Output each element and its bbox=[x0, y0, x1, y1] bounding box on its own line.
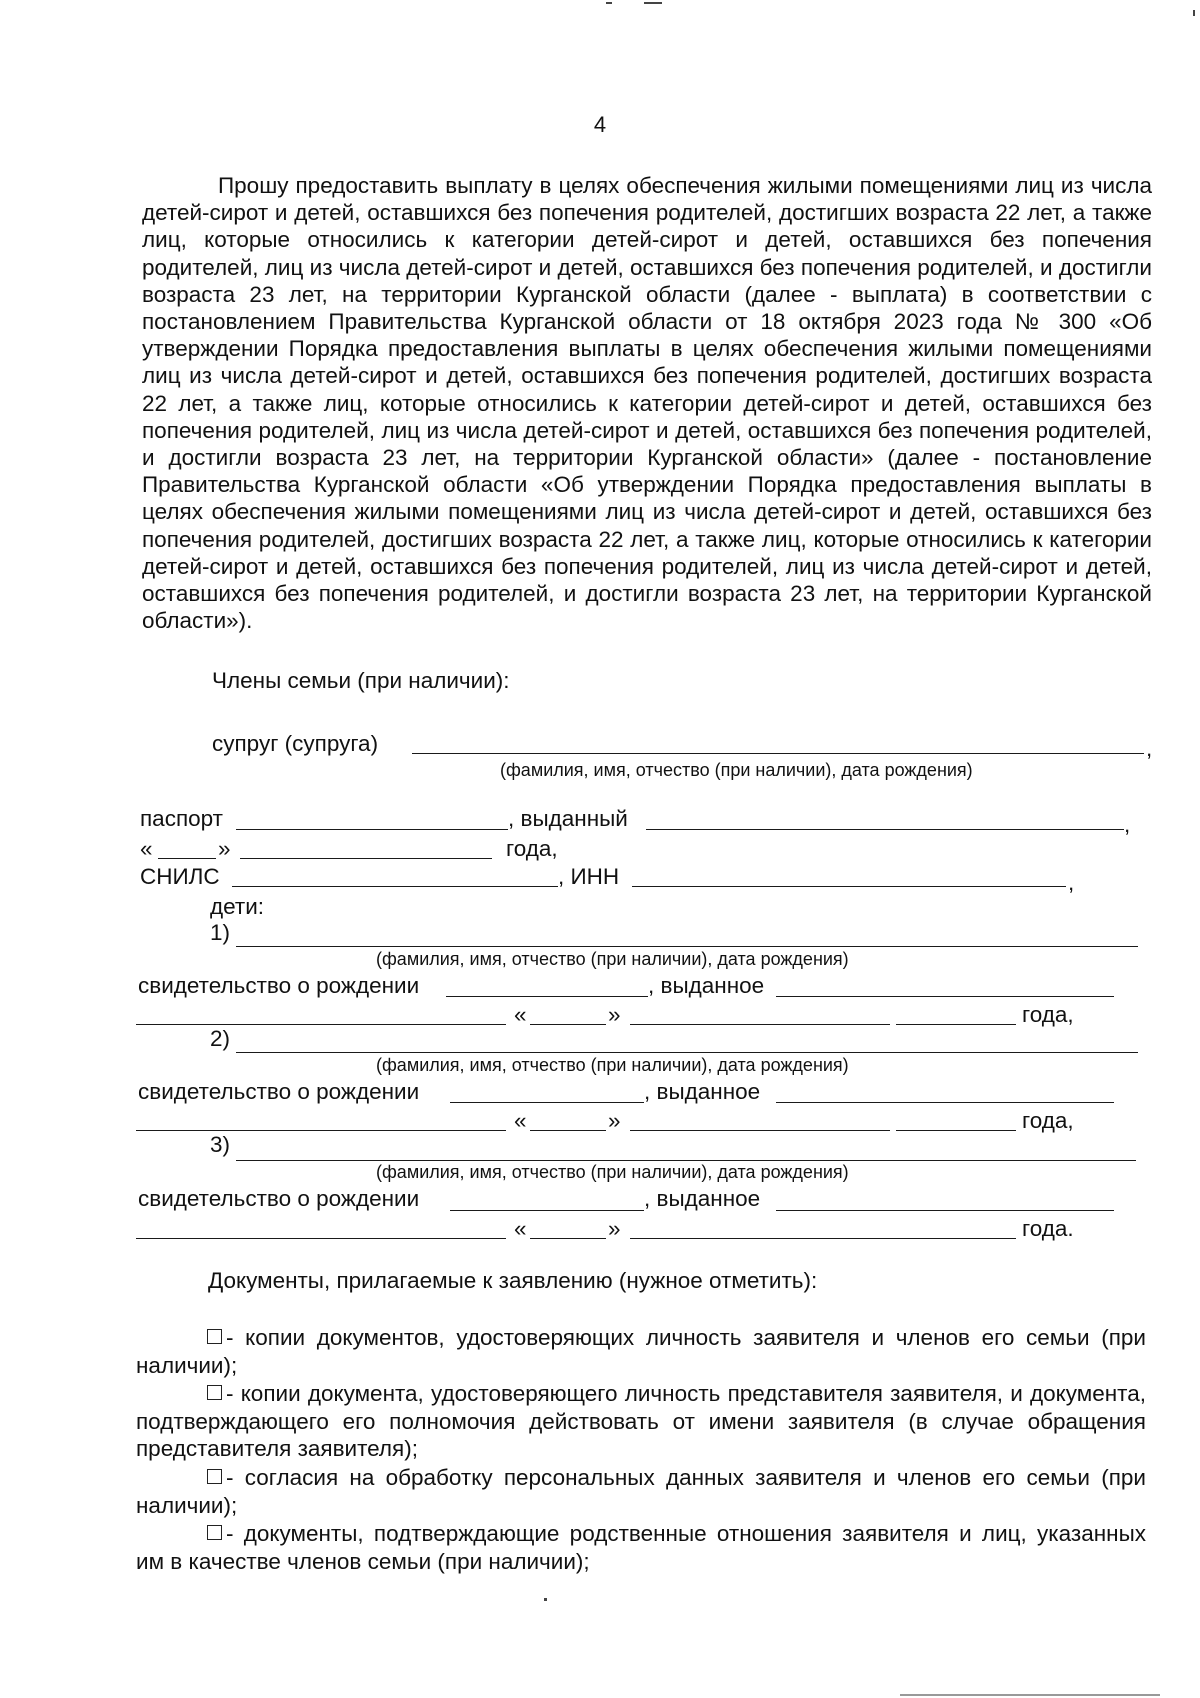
child-2-quote-open: « bbox=[514, 1108, 527, 1133]
spouse-fio-field[interactable] bbox=[412, 753, 1144, 754]
document-checkbox[interactable] bbox=[207, 1469, 222, 1484]
child-3-fio-field[interactable] bbox=[236, 1160, 1136, 1161]
child-2-month-field[interactable] bbox=[630, 1130, 890, 1131]
passport-comma: , bbox=[1124, 812, 1131, 837]
scan-speck bbox=[544, 1598, 547, 1601]
child-3-birth-cert-issuer-field[interactable] bbox=[776, 1210, 1114, 1211]
spouse-fio-caption: (фамилия, имя, отчество (при наличии), дата рождения) bbox=[500, 760, 973, 780]
child-number: 2) bbox=[210, 1026, 231, 1051]
child-2-year-field[interactable] bbox=[896, 1130, 1016, 1131]
child-1-fio-caption: (фамилия, имя, отчество (при наличии), дата рождения) bbox=[376, 949, 849, 969]
passport-year-label: года, bbox=[506, 836, 558, 861]
child-2-quote-close: » bbox=[608, 1108, 621, 1133]
passport-day-quote-open: « bbox=[140, 836, 153, 861]
passport-issuer-field[interactable] bbox=[646, 829, 1124, 830]
child-3-year-label: года. bbox=[1022, 1216, 1074, 1241]
child-3-birth-cert-number-field[interactable] bbox=[450, 1210, 644, 1211]
child-2-issuer-cont-field[interactable] bbox=[136, 1130, 506, 1131]
inn-field[interactable] bbox=[632, 886, 1066, 887]
passport-day-field[interactable] bbox=[158, 858, 216, 859]
documents-heading: Документы, прилагаемые к заявлению (нужное отметить): bbox=[208, 1268, 818, 1293]
child-3-quote-close: » bbox=[608, 1216, 621, 1241]
document-checkbox[interactable] bbox=[207, 1329, 222, 1344]
document-checkbox[interactable] bbox=[207, 1525, 222, 1540]
passport-label: паспорт bbox=[140, 806, 223, 831]
child-2-fio-caption: (фамилия, имя, отчество (при наличии), дата рождения) bbox=[376, 1055, 849, 1075]
scan-speck bbox=[900, 1694, 1160, 1696]
child-number: 3) bbox=[210, 1132, 231, 1157]
child-3-month-field[interactable] bbox=[630, 1238, 1016, 1239]
spouse-label: супруг (супруга) bbox=[212, 731, 379, 756]
child-1-quote-open: « bbox=[514, 1002, 527, 1027]
snils-label: СНИЛС bbox=[140, 864, 220, 889]
inn-comma: , bbox=[1068, 870, 1075, 895]
document-item-text: - документы, подтверждающие родственные отношения заявителя и лиц, указанных им в качестве членов семьи (при наличии); bbox=[136, 1521, 1146, 1574]
passport-month-field[interactable] bbox=[240, 858, 492, 859]
child-3-issuer-cont-field[interactable] bbox=[136, 1238, 506, 1239]
child-1-issuer-cont-field[interactable] bbox=[136, 1024, 506, 1025]
request-paragraph: Прошу предоставить выплату в целях обеспечения жилыми помещениями лиц из числа детей-сирот и детей, оставшихся без попечения родителей, достигших возраста 22 лет, а также лиц, которые относились к категории детей-сирот и детей, оставшихся без попечения родителей, лиц из числа детей-сирот и детей, оставшихся без попечения родителей, и достигли возраста 23 лет, на территории Курганской области (далее - выплата) в соответствии с постановлением Правительства Курганской области от 18 октября 2023 года № 300 «Об утверждении Порядка предоставления выплаты в целях обеспечения жилыми помещениями лиц из числа детей-сирот и детей, оставшихся без попечения родителей, достигших возраста 22 лет, а также лиц, которые относились к категории детей-сирот и детей, оставшихся без попечения родителей, лиц из числа детей-сирот и детей, оставшихся без попечения родителей, и достигли возраста 23 лет, на территории Курганской области» (далее - постановление Правительства Курганской области «Об утверждении Порядка предоставления выплаты в целях обеспечения жилыми помещениями лиц из числа детей-сирот и детей, оставшихся без попечения родителей, достигших возраста 22 лет, а также лиц, которые относились к категории детей-сирот и детей, оставшихся без попечения родителей, лиц из числа детей-сирот и детей, оставшихся без попечения родителей, и достигли возраста 23 лет, на территории Курганской области»). bbox=[142, 173, 1152, 634]
scan-speck bbox=[644, 2, 662, 4]
child-2-fio-field[interactable] bbox=[236, 1052, 1138, 1053]
document-item-text: - копии документа, удостоверяющего личность представителя заявителя, и документа, подтверждающего его полномочия действовать от имени заявителя (в случае обращения представителя заявителя); bbox=[136, 1381, 1146, 1461]
scan-speck bbox=[1193, 10, 1195, 16]
child-1-birth-cert-number-field[interactable] bbox=[446, 996, 648, 997]
passport-number-field[interactable] bbox=[236, 829, 508, 830]
child-1-month-field[interactable] bbox=[630, 1024, 890, 1025]
child-1-day-field[interactable] bbox=[530, 1024, 606, 1025]
child-1-birth-cert-issuer-field[interactable] bbox=[776, 996, 1114, 997]
child-3-fio-caption: (фамилия, имя, отчество (при наличии), дата рождения) bbox=[376, 1162, 849, 1182]
document-item bbox=[136, 1464, 1146, 1519]
child-1-year-label: года, bbox=[1022, 1002, 1074, 1027]
page-number: 4 bbox=[593, 112, 607, 137]
child-1-birth-cert-issued-label: , выданное bbox=[648, 973, 765, 998]
children-label: дети: bbox=[210, 894, 265, 919]
document-item-text: - копии документов, удостоверяющих личность заявителя и членов его семьи (при наличии); bbox=[136, 1325, 1146, 1378]
document-item bbox=[136, 1520, 1146, 1575]
child-1-year-field[interactable] bbox=[896, 1024, 1016, 1025]
child-1-birth-cert-label: свидетельство о рождении bbox=[138, 973, 420, 998]
child-3-birth-cert-issued-label: , выданное bbox=[644, 1186, 761, 1211]
child-2-birth-cert-number-field[interactable] bbox=[450, 1102, 644, 1103]
document-item bbox=[136, 1380, 1146, 1463]
document-checkbox[interactable] bbox=[207, 1385, 222, 1400]
passport-issued-label: , выданный bbox=[508, 806, 628, 831]
child-1-quote-close: » bbox=[608, 1002, 621, 1027]
document-item bbox=[136, 1324, 1146, 1379]
child-2-day-field[interactable] bbox=[530, 1130, 606, 1131]
scan-speck bbox=[606, 2, 612, 4]
family-members-heading: Члены семьи (при наличии): bbox=[212, 668, 510, 693]
child-2-birth-cert-label: свидетельство о рождении bbox=[138, 1079, 420, 1104]
child-3-birth-cert-label: свидетельство о рождении bbox=[138, 1186, 420, 1211]
spouse-comma: , bbox=[1146, 736, 1153, 761]
child-3-quote-open: « bbox=[514, 1216, 527, 1241]
snils-field[interactable] bbox=[232, 886, 558, 887]
child-1-fio-field[interactable] bbox=[236, 946, 1138, 947]
document-item-text: - согласия на обработку персональных данных заявителя и членов его семьи (при наличии); bbox=[136, 1465, 1146, 1518]
child-2-year-label: года, bbox=[1022, 1108, 1074, 1133]
child-2-birth-cert-issuer-field[interactable] bbox=[776, 1102, 1114, 1103]
child-2-birth-cert-issued-label: , выданное bbox=[644, 1079, 761, 1104]
passport-day-quote-close: » bbox=[218, 836, 231, 861]
inn-label: , ИНН bbox=[558, 864, 620, 889]
child-3-day-field[interactable] bbox=[530, 1238, 606, 1239]
child-number: 1) bbox=[210, 920, 231, 945]
